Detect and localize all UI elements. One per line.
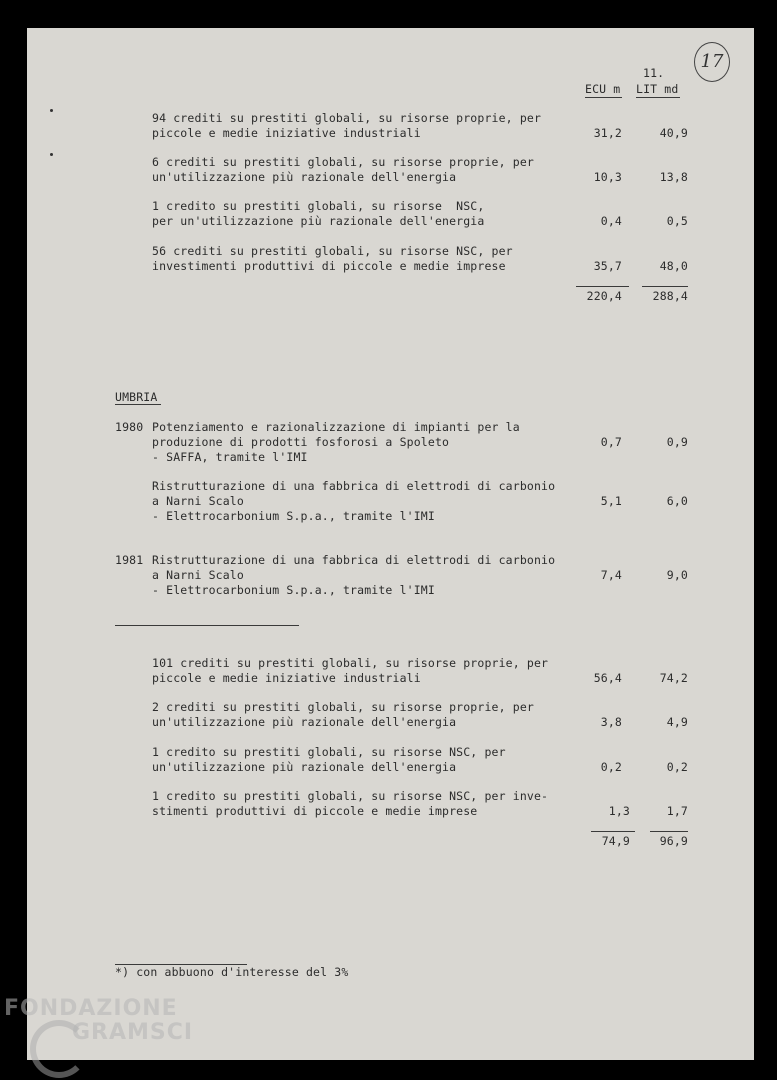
- project-text-line: - SAFFA, tramite l'IMI: [152, 450, 308, 464]
- project-lit-value: 0,9: [666, 435, 688, 449]
- item-lit-value: 0,5: [666, 214, 688, 228]
- item-text-line: 6 crediti su prestiti globali, su risorse proprie, per: [152, 155, 534, 169]
- col-header-ecu: ECU m: [585, 82, 621, 96]
- project-ecu-value: 0,7: [600, 435, 622, 449]
- item-lit-value: 0,2: [666, 760, 688, 774]
- section2-total-lit: 96,9: [659, 834, 688, 848]
- project-text-line: produzione di prodotti fosforosi a Spoleto: [152, 435, 450, 449]
- header-underline-lit: [636, 97, 680, 98]
- handwritten-page-mark: 17: [694, 42, 730, 82]
- item-ecu-value: 0,4: [600, 214, 622, 228]
- total-rule-lit: [642, 286, 688, 287]
- item-text-line: un'utilizzazione più razionale dell'energia: [152, 760, 457, 774]
- item-text-line: stimenti produttivi di piccole e medie imprese: [152, 804, 478, 818]
- item-lit-value: 1,7: [666, 804, 688, 818]
- item-text-line: piccole e medie iniziative industriali: [152, 671, 421, 685]
- project-ecu-value: 5,1: [600, 494, 622, 508]
- watermark-line2: GRAMSCI: [72, 1020, 194, 1045]
- item-ecu-value: 10,3: [593, 170, 622, 184]
- item-ecu-value: 31,2: [593, 126, 622, 140]
- project-text-line: a Narni Scalo: [152, 494, 244, 508]
- header-underline-ecu: [585, 97, 622, 98]
- project-lit-value: 6,0: [666, 494, 688, 508]
- footnote: *) con abbuono d'interesse del 3%: [115, 965, 349, 979]
- project-ecu-value: 7,4: [600, 568, 622, 582]
- project-text-line: - Elettrocarbonium S.p.a., tramite l'IMI: [152, 583, 435, 597]
- item-text-line: 1 credito su prestiti globali, su risorse NSC, per: [152, 745, 506, 759]
- watermark-line1: FONDAZIONE: [4, 996, 178, 1021]
- margin-dot: [50, 153, 53, 156]
- item-ecu-value: 35,7: [593, 259, 622, 273]
- item-text-line: 1 credito su prestiti globali, su risorse NSC,: [152, 199, 485, 213]
- item-lit-value: 13,8: [659, 170, 688, 184]
- region-heading: UMBRIA: [115, 390, 158, 404]
- item-ecu-value: 56,4: [593, 671, 622, 685]
- project-text-line: Ristrutturazione di una fabbrica di elettrodi di carbonio: [152, 553, 556, 567]
- item-ecu-value: 0,2: [600, 760, 622, 774]
- item-lit-value: 48,0: [659, 259, 688, 273]
- section2-total-ecu: 74,9: [601, 834, 630, 848]
- section1-total-lit: 288,4: [652, 289, 688, 303]
- section1-total-ecu: 220,4: [586, 289, 622, 303]
- col-header-lit: LIT md: [636, 82, 679, 96]
- project-text-line: a Narni Scalo: [152, 568, 244, 582]
- item-text-line: un'utilizzazione più razionale dell'energia: [152, 170, 457, 184]
- item-text-line: 94 crediti su prestiti globali, su risorse proprie, per: [152, 111, 542, 125]
- item-text-line: 101 crediti su prestiti globali, su risorse proprie, per: [152, 656, 549, 670]
- project-year: 1980: [115, 420, 144, 434]
- item-text-line: un'utilizzazione più razionale dell'energia: [152, 715, 457, 729]
- margin-dot: [50, 109, 53, 112]
- item-text-line: investimenti produttivi di piccole e medie imprese: [152, 259, 506, 273]
- item-lit-value: 4,9: [666, 715, 688, 729]
- project-lit-value: 9,0: [666, 568, 688, 582]
- project-text-line: Potenziamento e razionalizzazione di impianti per la: [152, 420, 520, 434]
- region-heading-underline: [115, 404, 161, 405]
- page-number: 11.: [643, 66, 665, 80]
- item-text-line: per un'utilizzazione più razionale dell'energia: [152, 214, 485, 228]
- item-text-line: piccole e medie iniziative industriali: [152, 126, 421, 140]
- project-year: 1981: [115, 553, 144, 567]
- item-text-line: 1 credito su prestiti globali, su risorse NSC, per inve-: [152, 789, 549, 803]
- total-rule-ecu: [591, 831, 635, 832]
- item-ecu-value: 1,3: [608, 804, 630, 818]
- item-lit-value: 74,2: [659, 671, 688, 685]
- item-lit-value: 40,9: [659, 126, 688, 140]
- item-text-line: 56 crediti su prestiti globali, su risorse NSC, per: [152, 244, 513, 258]
- project-text-line: - Elettrocarbonium S.p.a., tramite l'IMI: [152, 509, 435, 523]
- section-divider: [115, 625, 299, 626]
- project-text-line: Ristrutturazione di una fabbrica di elettrodi di carbonio: [152, 479, 556, 493]
- total-rule-ecu: [576, 286, 629, 287]
- total-rule-lit: [650, 831, 688, 832]
- item-text-line: 2 crediti su prestiti globali, su risorse proprie, per: [152, 700, 534, 714]
- item-ecu-value: 3,8: [600, 715, 622, 729]
